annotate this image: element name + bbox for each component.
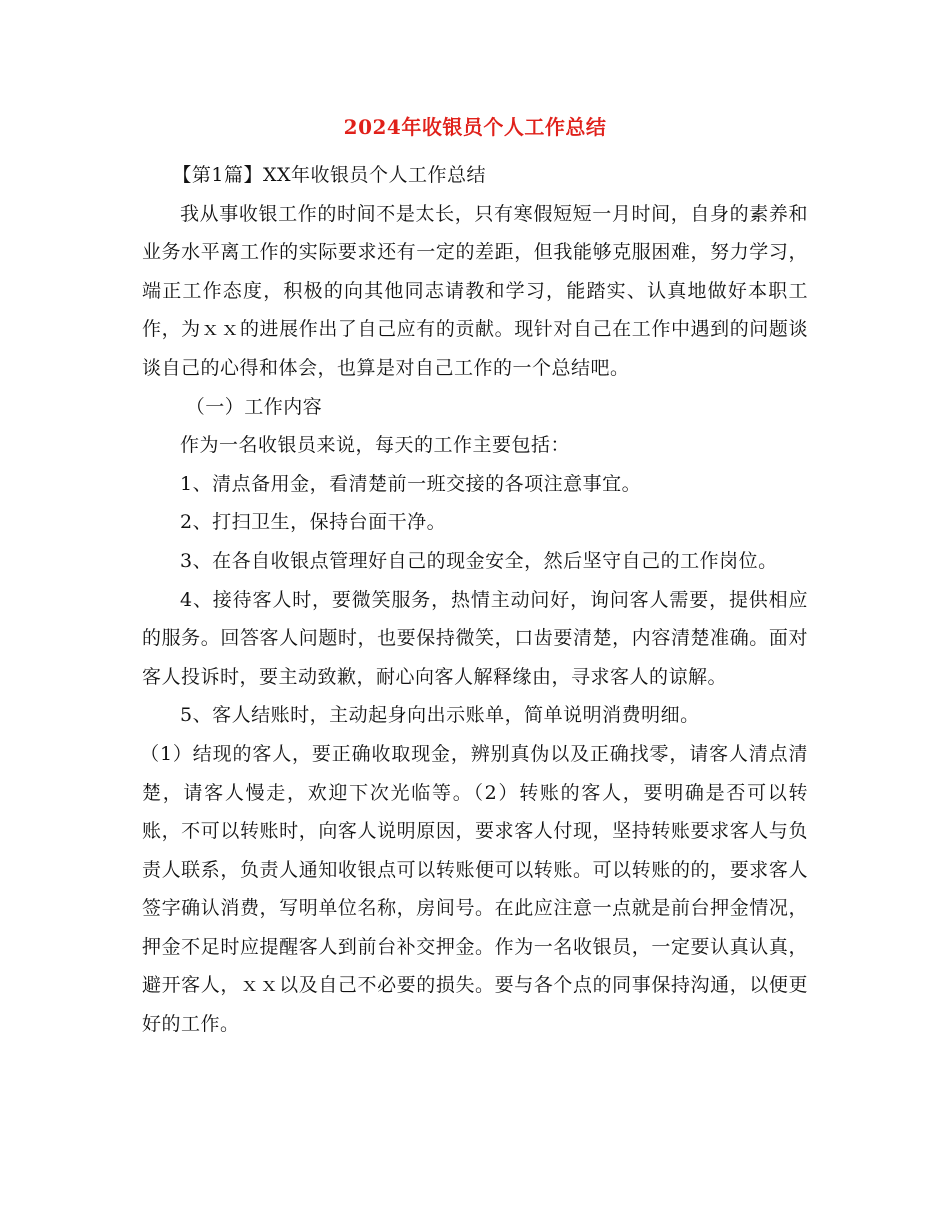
duty-item-5: 5、客人结账时，主动起身向出示账单，简单说明消费明细。: [180, 704, 700, 727]
duty-item-3: 3、在各自收银点管理好自己的现金安全，然后坚守自己的工作岗位。: [180, 549, 778, 572]
intro-paragraph: 我从事收银工作的时间不是太长，只有寒假短短一月时间，自身的素养和业务水平离工作的实际要求还有一定的差距，但我能够克服困难，努力学习，端正工作态度，积极的向其他同志请教和学习，能踏实、认真地做好本职工作，为ｘｘ的进展作出了自己应有的贡献。现针对自己在工作中遇到的问题谈谈自己的心得和体会，也算是对自己工作的一个总结吧。: [142, 202, 808, 379]
document-title: 2024年收银员个人工作总结: [343, 115, 607, 139]
section-heading: （一）工作内容: [185, 395, 323, 418]
duty-item-2: 2、打扫卫生，保持台面干净。: [180, 511, 447, 534]
duty-item-5-detail: （1）结现的客人，要正确收取现金，辨别真伪以及正确找零，请客人清点清楚，请客人慢走，欢迎下次光临等。（2）转账的客人，要明确是否可以转账，不可以转账时，向客人说明原因，要求客人付现，坚持转账要求客人与负责人联系，负责人通知收银点可以转账便可以转账。可以转账的的，要求客人签字确认消费，写明单位名称，房间号。在此应注意一点就是前台押金情况，押金不足时应提醒客人到前台补交押金。作为一名收银员，一定要认真认真，避开客人，ｘｘ以及自己不必要的损失。要与各个点的同事保持沟通，以便更好的工作。: [140, 742, 808, 1036]
duty-item-4: 4、接待客人时，要微笑服务，热情主动问好，询问客人需要，提供相应的服务。回答客人问题时，也要保持微笑，口齿要清楚，内容清楚准确。面对客人投诉时，要主动致歉，耐心向客人解释缘由，寻求客人的谅解。: [142, 588, 808, 688]
duties-lead-paragraph: 作为一名收银员来说，每天的工作主要包括：: [180, 434, 571, 457]
duty-item-1: 1、清点备用金，看清楚前一班交接的各项注意事宜。: [180, 472, 642, 495]
article-heading: 【第1篇】XX年收银员个人工作总结: [172, 164, 487, 186]
document-page: [142, 112, 808, 1044]
